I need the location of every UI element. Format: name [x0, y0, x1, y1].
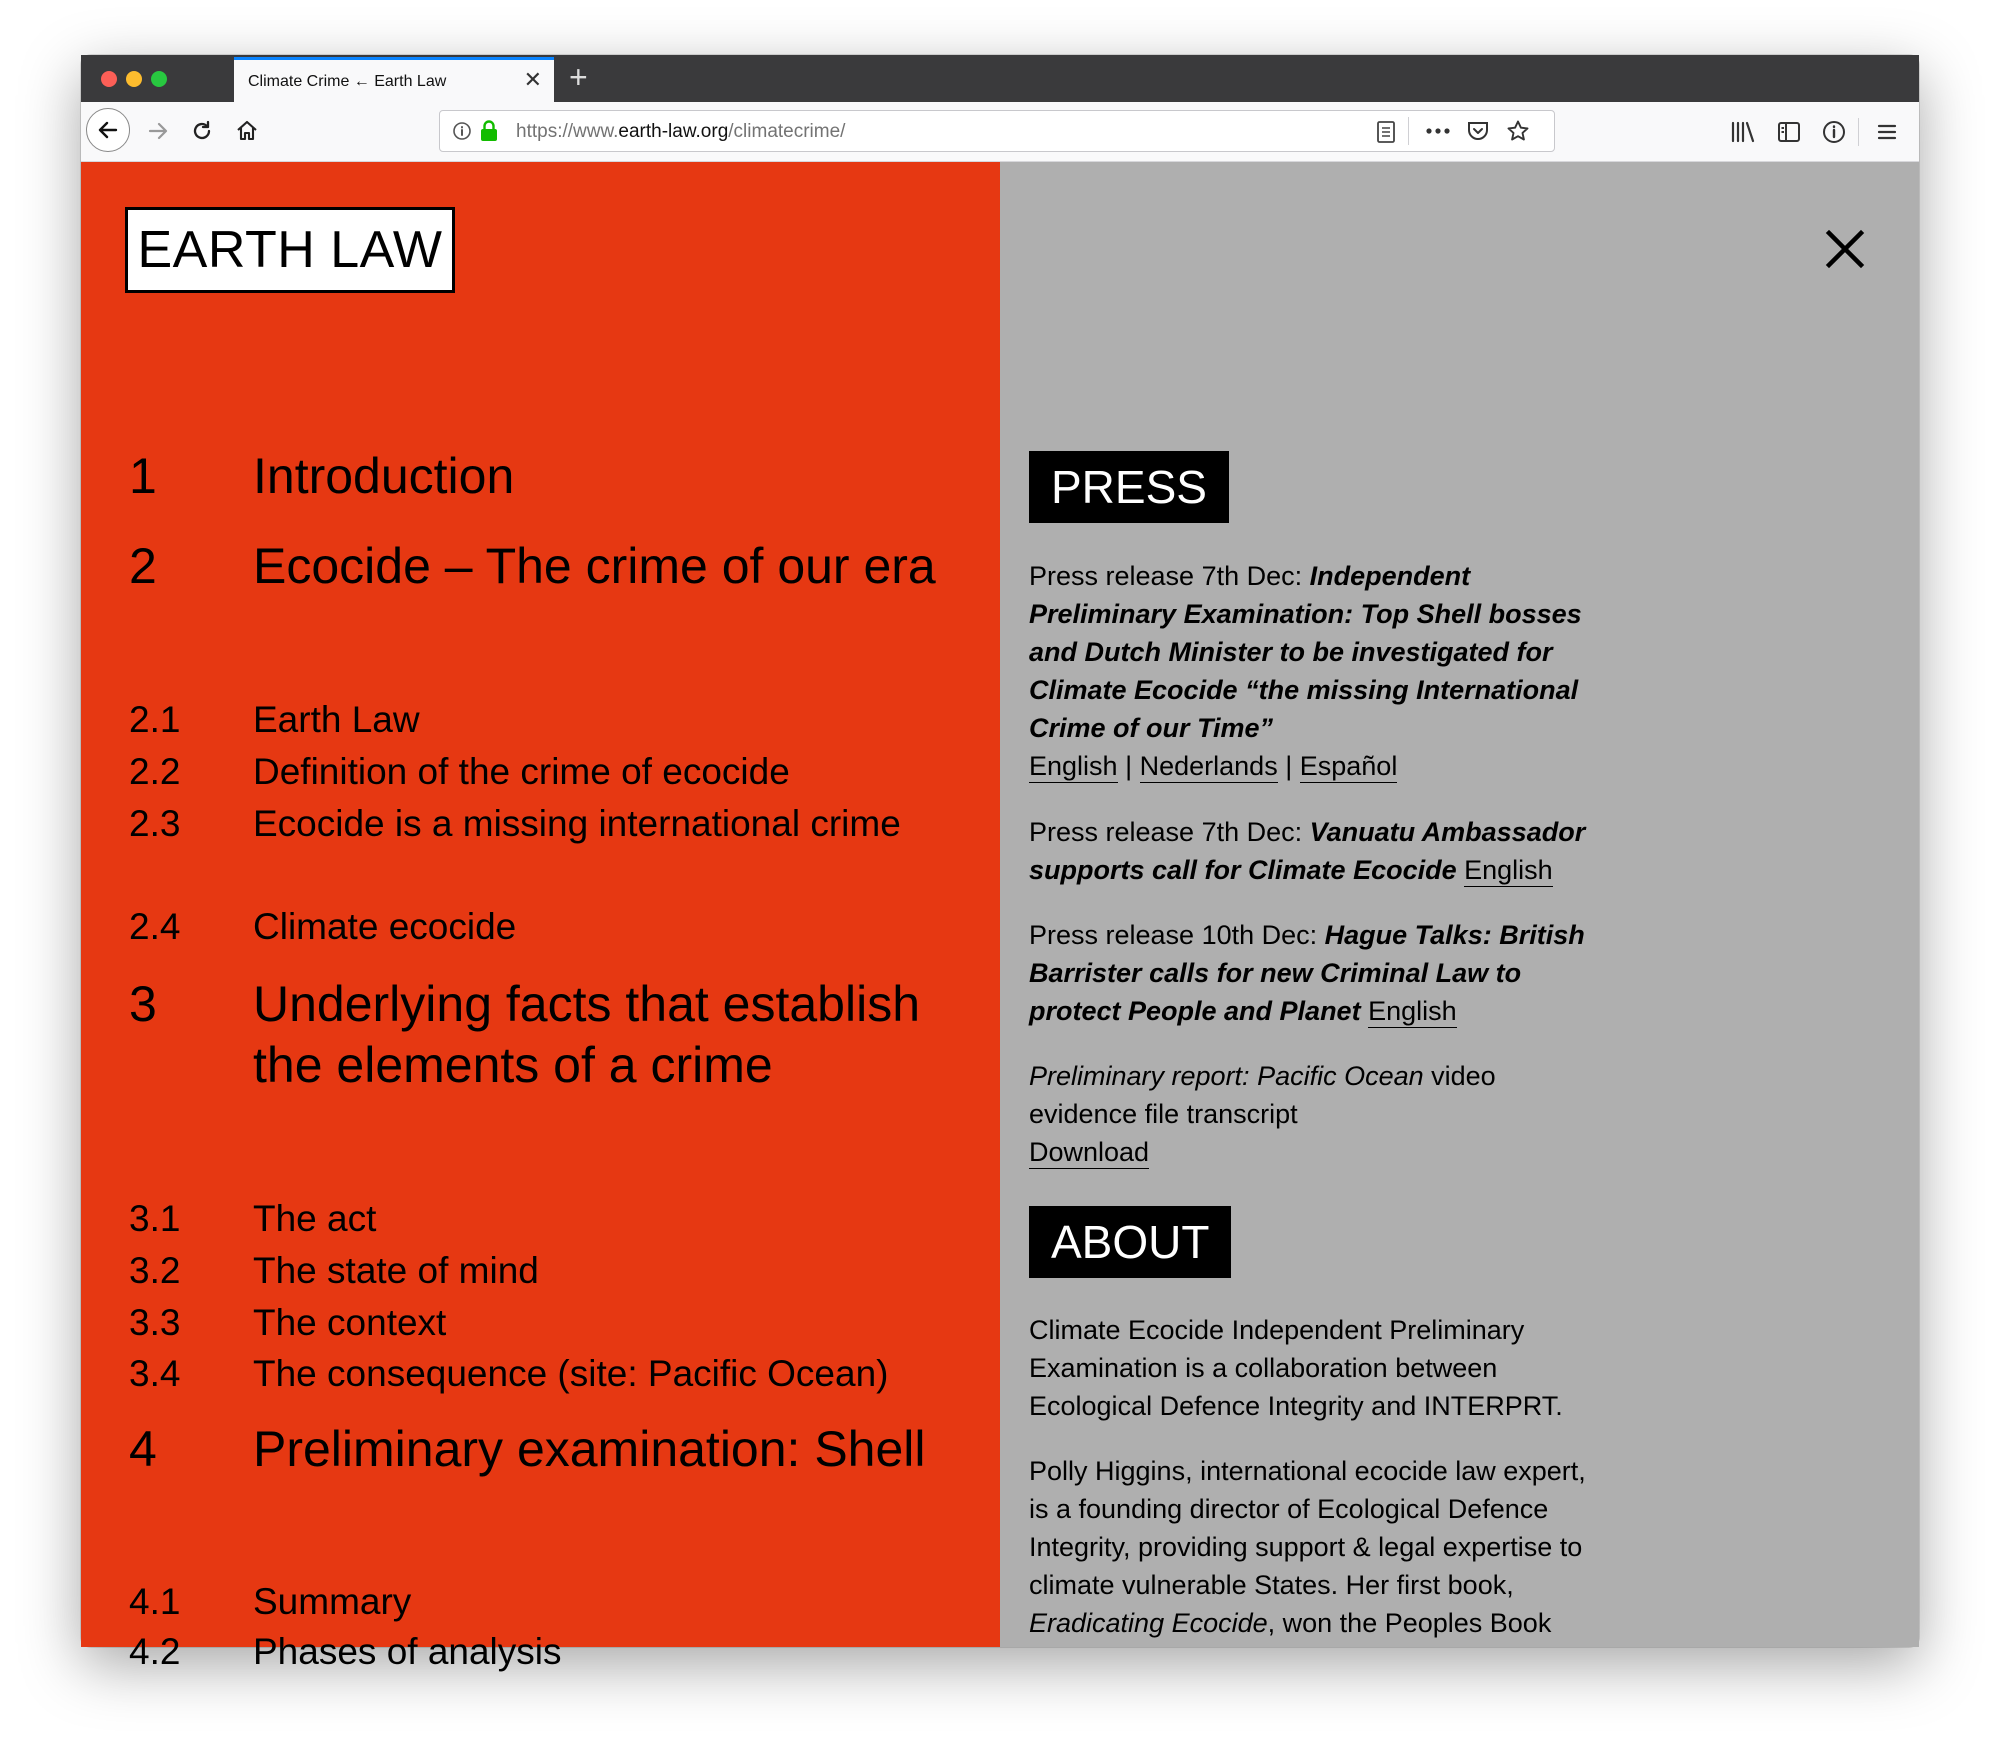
- press-link-espanol[interactable]: Español: [1299, 751, 1398, 781]
- toc-number: 3.1: [129, 1198, 181, 1239]
- download-link[interactable]: Download: [1029, 1137, 1150, 1167]
- new-tab-button[interactable]: +: [569, 59, 588, 95]
- close-icon[interactable]: [1823, 227, 1867, 271]
- toc-number: 2.3: [129, 803, 181, 844]
- press-item-title: Vanuatu Ambassador supports call for Climate Ecocide: [1029, 817, 1586, 885]
- browser-window: [81, 55, 1919, 1672]
- press-item-title: Independent Preliminary Examination: Top Shell bosses and Dutch Minister to be investigated for Climate Ecocide “the missing International Crime of our Time”: [1029, 561, 1582, 743]
- press-item-4: [1029, 1057, 1589, 1171]
- press-item-prefix: Press release 7th Dec:: [1029, 817, 1310, 847]
- toc-label: Phases of analysis: [253, 1631, 562, 1672]
- book-title: Eradicating Ecocide: [1029, 1608, 1268, 1638]
- info-panel: [1000, 162, 1919, 1647]
- url-host: earth-law.org: [618, 121, 729, 142]
- link-separator: |: [1285, 751, 1293, 781]
- about-paragraph-1: Climate Ecocide Independent Preliminary Examination is a collaboration between Ecological Defence Integrity and INTERPRT.: [1029, 1315, 1563, 1421]
- toc-label: Ecocide – The crime of our era: [253, 538, 936, 594]
- about-text: Polly Higgins, international ecocide law expert, is a founding director of Ecological Defence Integrity, providing support & legal expertise to climate vulnerable States. Her first book,: [1029, 1456, 1586, 1600]
- url-prefix: https://www.: [516, 121, 619, 142]
- zoom-window-button[interactable]: [151, 71, 167, 87]
- forward-button[interactable]: [143, 116, 173, 146]
- page-content: [81, 162, 1919, 1672]
- tab-close-icon[interactable]: ✕: [523, 67, 542, 92]
- toc-label: Preliminary examination: Shell: [253, 1421, 926, 1477]
- press-item-prefix: Press release 7th Dec:: [1029, 561, 1310, 591]
- reload-icon: [190, 119, 214, 143]
- close-window-button[interactable]: [101, 71, 117, 87]
- about-paragraph-2: [1029, 1452, 1589, 1642]
- press-link-english[interactable]: English: [1029, 751, 1118, 781]
- toc-label: Underlying facts that establish the elements of a crime: [253, 976, 921, 1093]
- toc-number: 1: [129, 448, 157, 504]
- report-text: video evidence file transcript: [1029, 1061, 1496, 1129]
- toc-number: 2.2: [129, 751, 181, 792]
- home-button[interactable]: [232, 116, 262, 146]
- back-button[interactable]: [86, 108, 130, 152]
- toc-number: 4: [129, 1421, 157, 1477]
- toc-number: 3: [129, 976, 157, 1032]
- url-bar[interactable]: [439, 110, 1555, 152]
- toc-label: Introduction: [253, 448, 515, 504]
- url-text[interactable]: [516, 121, 845, 143]
- home-icon: [235, 119, 259, 143]
- toolbar-divider: [1858, 118, 1859, 146]
- press-link-nederlands[interactable]: Nederlands: [1139, 751, 1278, 781]
- press-item-title: Hague Talks: British Barrister calls for new Criminal Law to protect People and Planet: [1029, 920, 1585, 1026]
- reader-view-icon[interactable]: [1375, 120, 1397, 144]
- toc-number: 2: [129, 538, 157, 594]
- arrow-left-icon: [96, 118, 120, 142]
- sidebar-toggle-icon[interactable]: [1777, 120, 1801, 144]
- toc-number: 4.1: [129, 1581, 181, 1622]
- more-actions-icon[interactable]: [1425, 127, 1451, 135]
- hamburger-menu-icon[interactable]: [1877, 122, 1897, 142]
- press-item-prefix: Press release 10th Dec:: [1029, 920, 1325, 950]
- table-of-contents-panel: [81, 162, 1000, 1672]
- minimize-window-button[interactable]: [126, 71, 142, 87]
- about-text-tail: , won the Peoples Book: [1267, 1608, 1552, 1638]
- press-item-3: [1029, 916, 1589, 1030]
- press-link-english[interactable]: English: [1368, 996, 1457, 1026]
- toc-number: 4.2: [129, 1631, 181, 1672]
- toc-label: The context: [253, 1302, 447, 1343]
- about-heading: ABOUT: [1029, 1206, 1231, 1278]
- arrow-right-icon: [146, 119, 170, 143]
- toc-label: Ecocide is a missing international crime: [253, 803, 901, 844]
- toc-label: Earth Law: [253, 699, 420, 740]
- press-item-1: [1029, 557, 1589, 785]
- url-divider: [1408, 117, 1409, 145]
- toc-label: The consequence (site: Pacific Ocean): [253, 1353, 889, 1394]
- press-item-2: [1029, 813, 1589, 889]
- toc-label: The act: [253, 1198, 377, 1239]
- toc-number: 2.1: [129, 699, 181, 740]
- library-icon[interactable]: [1730, 120, 1756, 144]
- toc-label: The state of mind: [253, 1250, 539, 1291]
- toc-number: 3.4: [129, 1353, 181, 1394]
- link-separator: |: [1125, 751, 1133, 781]
- extension-icon[interactable]: [1822, 120, 1846, 144]
- earth-law-logo[interactable]: EARTH LAW: [125, 207, 455, 293]
- toc-number: 3.2: [129, 1250, 181, 1291]
- tab-bar: [81, 55, 1919, 102]
- tab-climate-crime[interactable]: [234, 57, 554, 102]
- tab-title: Climate Crime ← Earth Law: [248, 73, 447, 90]
- report-title: Preliminary report: Pacific Ocean: [1029, 1061, 1424, 1091]
- toc-label: Definition of the crime of ecocide: [253, 751, 790, 792]
- toc-label: Climate ecocide: [253, 906, 517, 947]
- press-link-english[interactable]: English: [1464, 855, 1553, 885]
- toc-number: 2.4: [129, 906, 181, 947]
- toc-number: 3.3: [129, 1302, 181, 1343]
- nav-toolbar: [81, 102, 1919, 162]
- info-icon[interactable]: [452, 121, 472, 141]
- url-path: /climatecrime/: [728, 121, 846, 142]
- pocket-icon[interactable]: [1466, 120, 1490, 142]
- press-heading: PRESS: [1029, 451, 1229, 523]
- bookmark-star-icon[interactable]: [1506, 119, 1530, 143]
- lock-icon[interactable]: [480, 120, 498, 142]
- toc-label: Summary: [253, 1581, 412, 1622]
- reload-button[interactable]: [187, 116, 217, 146]
